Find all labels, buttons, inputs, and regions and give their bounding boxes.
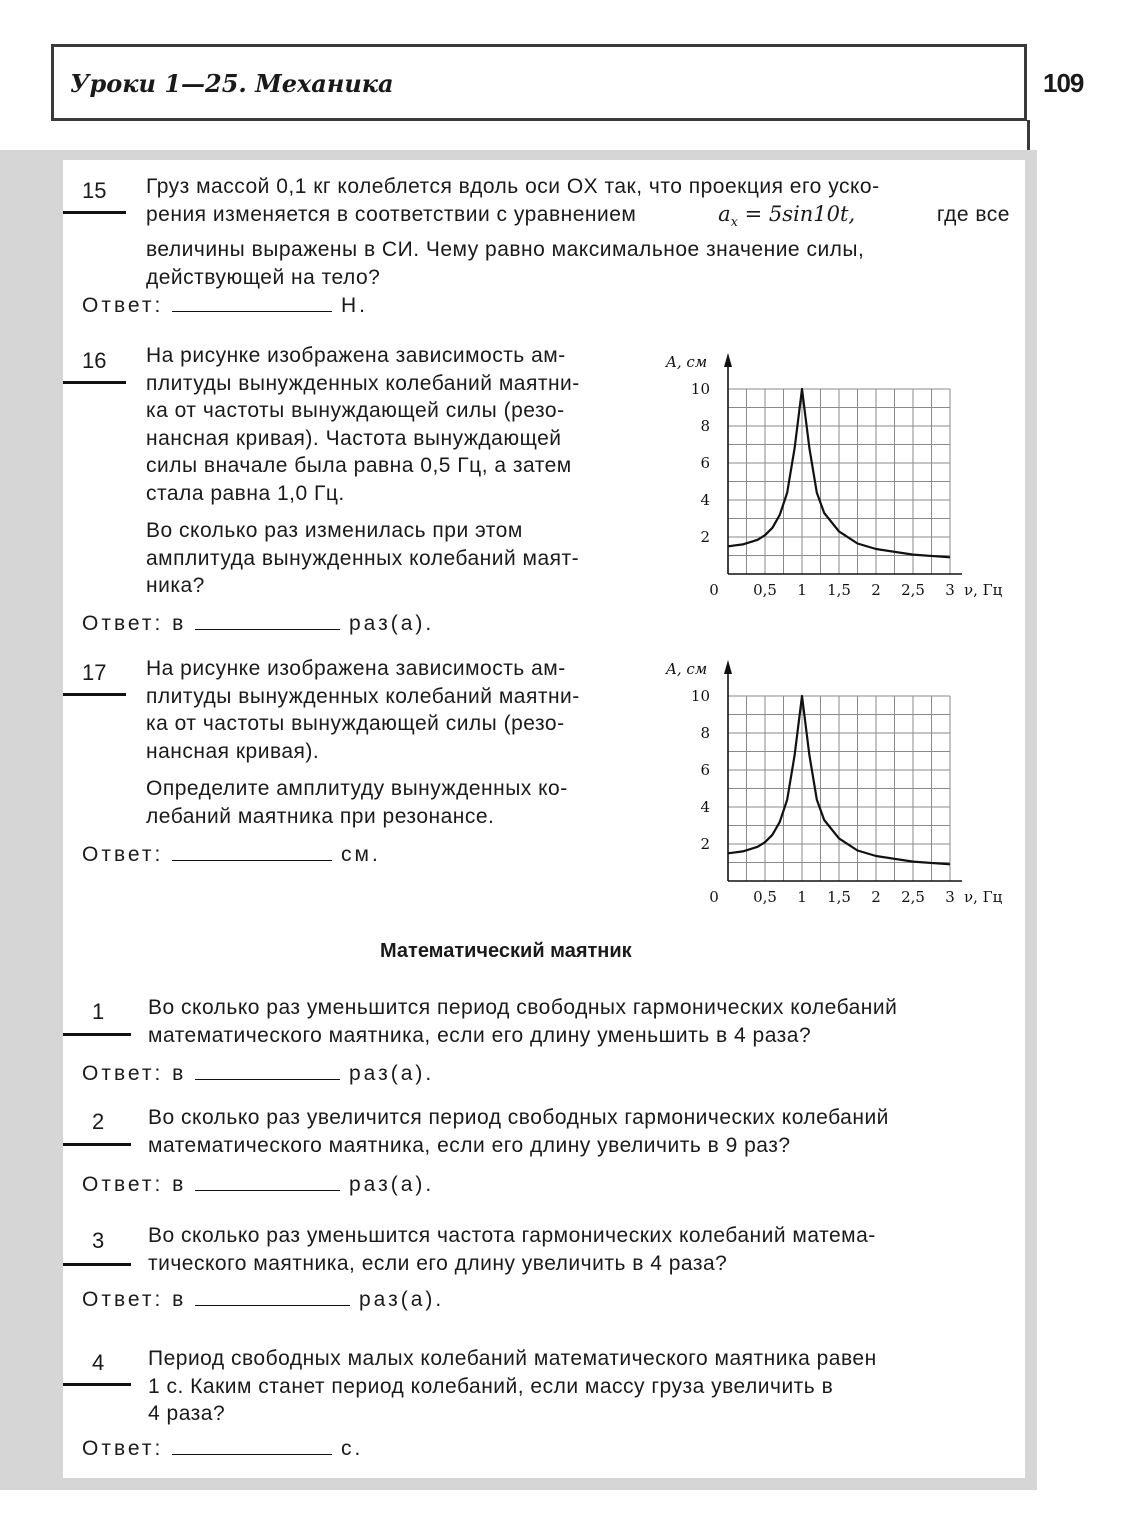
answer-blank[interactable] — [172, 1454, 332, 1455]
x-tick-label: 1 — [797, 888, 807, 906]
x-tick-label: 3 — [945, 888, 955, 906]
text-line: ка от частоты вынуждающей силы (резо- — [146, 712, 565, 735]
section-title: Математический маятник — [380, 940, 632, 962]
y-tick-label: 10 — [690, 380, 710, 398]
formula-sub: x — [730, 214, 738, 230]
text-line: Во сколько раз уменьшится частота гармонических колебаний матема- — [148, 1224, 876, 1247]
text-line: Груз массой 0,1 кг колеблется вдоль оси OX так, что проекция его уско- — [146, 175, 880, 198]
answer-unit: с. — [341, 1437, 364, 1460]
answer-blank[interactable] — [195, 1305, 350, 1306]
text-line: математического маятника, если его длину уменьшить в 4 раза? — [148, 1023, 812, 1047]
task-15-answer — [82, 294, 368, 318]
answer-label: Ответ: в — [82, 1288, 187, 1311]
answer-blank[interactable] — [195, 1190, 340, 1191]
answer-unit: раз(а). — [359, 1288, 445, 1311]
y-tick-label: 4 — [700, 491, 710, 509]
header-box — [51, 44, 1027, 121]
answer-label: Ответ: в — [82, 612, 187, 635]
x-tick-label: 0,5 — [753, 581, 777, 599]
text-line: действующей на тело? — [146, 265, 381, 289]
task-number-15: 15 — [82, 178, 107, 203]
x-tick-label: 1,5 — [827, 888, 851, 906]
task-number-line — [63, 693, 126, 696]
answer-blank[interactable] — [195, 1079, 340, 1080]
y-tick-label: 8 — [700, 417, 710, 435]
x-tick-label: 2 — [871, 888, 881, 906]
task-17-text — [146, 655, 642, 830]
formula-rhs: = 5sin10t, — [744, 201, 856, 226]
answer-blank[interactable] — [195, 629, 340, 630]
x-axis-label: ν, Гц — [964, 888, 1003, 906]
y-tick-label: 2 — [700, 528, 710, 546]
text-line: На рисунке изображена зависимость ам- — [146, 657, 566, 680]
task-number-3: 3 — [92, 1228, 105, 1253]
task-2-text — [148, 1104, 1012, 1159]
text-line: величины выражены в СИ. Чему равно максимальное значение силы, — [146, 238, 865, 262]
text-line: нансная кривая). Частота вынуждающей — [146, 426, 562, 450]
answer-unit: раз(а). — [349, 612, 435, 635]
text-line: Определите амплитуду вынужденных ко- — [146, 777, 568, 800]
text-line: ка от частоты вынуждающей силы (резо- — [146, 399, 565, 422]
task-17-answer — [82, 843, 381, 867]
text-line: тического маятника, если его длину увеличить в 4 раза? — [148, 1251, 728, 1275]
text-line: Период свободных малых колебаний математического маятника равен — [148, 1347, 877, 1370]
task-number-line — [63, 1383, 131, 1386]
x-tick-label: 0 — [709, 888, 719, 906]
task-16-answer — [82, 612, 434, 636]
task-number-line — [63, 1033, 131, 1036]
answer-label: Ответ: — [82, 843, 164, 866]
task-3-answer — [82, 1288, 444, 1312]
page-number: 109 — [1043, 68, 1084, 98]
y-axis-arrow — [724, 353, 732, 367]
task-1-text — [148, 994, 1012, 1049]
text-line: математического маятника, если его длину увеличить в 9 раз? — [148, 1133, 791, 1157]
answer-blank[interactable] — [172, 860, 332, 861]
text-line: лебаний маятника при резонансе. — [146, 804, 495, 828]
y-tick-label: 6 — [700, 454, 710, 472]
task-number-line — [63, 1143, 131, 1146]
x-axis-label: ν, Гц — [964, 581, 1003, 599]
x-tick-label: 3 — [945, 581, 955, 599]
text-line: 1 с. Каким станет период колебаний, если массу груза увеличить в — [148, 1374, 834, 1398]
x-tick-label: 2,5 — [901, 888, 925, 906]
task-number-line — [63, 381, 126, 384]
x-tick-label: 2,5 — [901, 581, 925, 599]
text-fragment: где все — [936, 202, 1010, 226]
text-line: 4 раза? — [148, 1402, 226, 1425]
text-line: стала равна 1,0 Гц. — [146, 481, 345, 505]
header-tick — [1027, 120, 1030, 150]
task-15-text — [146, 173, 1010, 291]
y-tick-label: 4 — [700, 798, 710, 816]
task-number-2: 2 — [92, 1109, 105, 1134]
resonance-chart-17 — [660, 652, 1022, 914]
text-line: Во сколько раз изменилась при этом — [146, 519, 523, 542]
y-axis-label: A, см — [666, 660, 708, 678]
text-line: амплитуда вынужденных колебаний маят- — [146, 546, 580, 570]
answer-blank[interactable] — [172, 311, 332, 312]
text-line: нансная кривая). — [146, 739, 320, 763]
formula — [718, 201, 855, 237]
y-axis-arrow — [724, 660, 732, 674]
text-line: ника? — [146, 574, 205, 597]
answer-unit: раз(а). — [349, 1173, 435, 1196]
x-tick-label: 2 — [871, 581, 881, 599]
task-number-1: 1 — [92, 999, 105, 1024]
task-2-answer — [82, 1173, 434, 1197]
text-line: На рисунке изображена зависимость ам- — [146, 344, 566, 367]
text-line-formula — [146, 201, 1010, 237]
text-line: рения изменяется в соответствии с уравнением — [146, 202, 637, 226]
x-tick-label: 0,5 — [753, 888, 777, 906]
answer-unit: Н. — [341, 294, 368, 317]
task-number-line — [63, 211, 126, 214]
text-line: Во сколько раз уменьшится период свободных гармонических колебаний — [148, 996, 898, 1019]
task-number-4: 4 — [92, 1350, 105, 1375]
answer-unit: раз(а). — [349, 1062, 435, 1085]
x-tick-label: 1,5 — [827, 581, 851, 599]
answer-label: Ответ: — [82, 1437, 164, 1460]
answer-label: Ответ: в — [82, 1062, 187, 1085]
task-16-text — [146, 342, 642, 600]
text-line: плитуды вынужденных колебаний маятни- — [146, 371, 580, 395]
task-4-text — [148, 1345, 1012, 1428]
y-tick-label: 6 — [700, 761, 710, 779]
task-number-16: 16 — [82, 348, 107, 373]
task-1-answer — [82, 1062, 434, 1086]
task-4-answer — [82, 1437, 363, 1461]
y-tick-label: 2 — [700, 835, 710, 853]
answer-label: Ответ: в — [82, 1173, 187, 1196]
y-tick-label: 8 — [700, 724, 710, 742]
task-3-text — [148, 1222, 1012, 1277]
text-line: силы вначале была равна 0,5 Гц, а затем — [146, 454, 572, 477]
task-number-line — [63, 1263, 131, 1266]
formula-lhs: a — [718, 201, 731, 226]
answer-unit: см. — [341, 843, 381, 866]
resonance-chart-16 — [660, 345, 1022, 607]
y-axis-label: A, см — [666, 353, 708, 371]
header-title: Уроки 1—25. Механика — [70, 69, 394, 98]
text-line: плитуды вынужденных колебаний маятни- — [146, 684, 580, 708]
task-number-17: 17 — [82, 660, 107, 685]
answer-label: Ответ: — [82, 294, 164, 317]
text-line: Во сколько раз увеличится период свободных гармонических колебаний — [148, 1106, 889, 1129]
x-tick-label: 0 — [709, 581, 719, 599]
x-tick-label: 1 — [797, 581, 807, 599]
y-tick-label: 10 — [690, 687, 710, 705]
